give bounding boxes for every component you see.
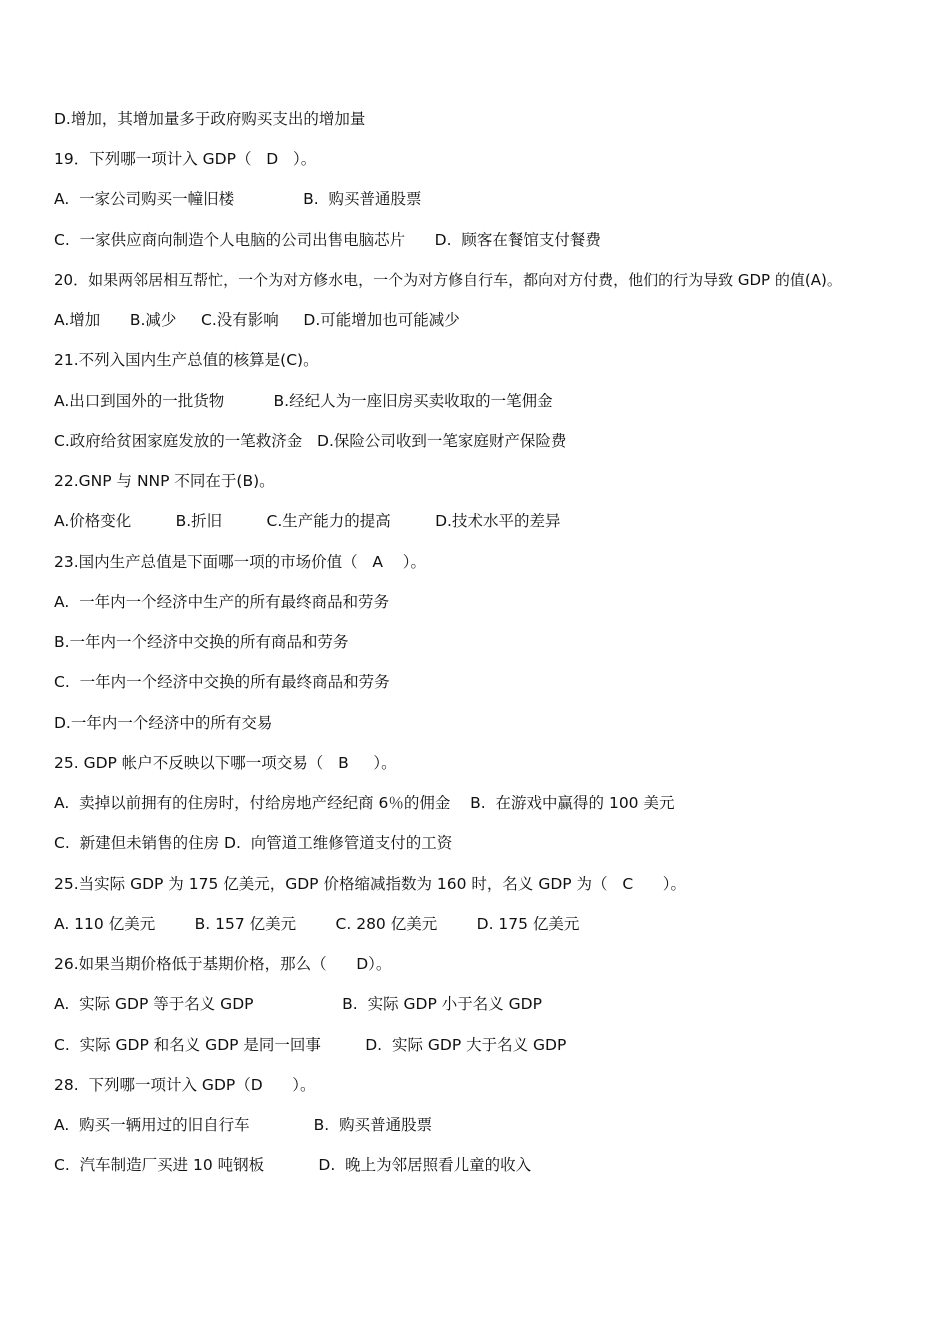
text-line: D.增加，其增加量多于政府购买支出的增加量 — [54, 110, 366, 128]
text-line: B.一年内一个经济中交换的所有商品和劳务 — [54, 633, 349, 651]
text-line: A. 一年内一个经济中生产的所有最终商品和劳务 — [54, 593, 390, 611]
question-20: 20．如果两邻居相互帮忙，一个为对方修水电，一个为对方修自行车，都向对方付费，他们的行为导致 GDP 的值(A)。 — [54, 271, 842, 289]
text-line: C. 汽车制造厂买进 10 吨钢板 D. 晚上为邻居照看儿童的收入 — [54, 1156, 532, 1174]
question-22: 22.GNP 与 NNP 不同在于(B)。 — [54, 472, 275, 490]
text-line: A.价格变化 B.折旧 C.生产能力的提高 D.技术水平的差异 — [54, 512, 561, 530]
text-line: C. 一家供应商向制造个人电脑的公司出售电脑芯片 D. 顾客在餐馆支付餐费 — [54, 231, 601, 249]
text-line: A. 卖掉以前拥有的住房时，付给房地产经纪商 6％的佣金 B. 在游戏中赢得的 100 美元 — [54, 794, 675, 812]
text-line: A. 110 亿美元 B. 157 亿美元 C. 280 亿美元 D. 175 亿美元 — [54, 915, 580, 933]
question-21: 21.不列入国内生产总值的核算是(C)。 — [54, 351, 319, 369]
text-line: C. 一年内一个经济中交换的所有最终商品和劳务 — [54, 673, 390, 691]
text-line: C.政府给贫困家庭发放的一笔救济金 D.保险公司收到一笔家庭财产保险费 — [54, 432, 567, 450]
text-line: A. 购买一辆用过的旧自行车 B. 购买普通股票 — [54, 1116, 433, 1134]
question-25a: 25. GDP 帐户不反映以下哪一项交易（ B ）。 — [54, 754, 397, 772]
question-28: 28. 下列哪一项计入 GDP（D ）。 — [54, 1076, 316, 1094]
question-23: 23.国内生产总值是下面哪一项的市场价值（ A ）。 — [54, 553, 426, 571]
text-line: A. 实际 GDP 等于名义 GDP B. 实际 GDP 小于名义 GDP — [54, 995, 542, 1013]
text-line: C. 实际 GDP 和名义 GDP 是同一回事 D. 实际 GDP 大于名义 GDP — [54, 1036, 567, 1054]
question-26: 26.如果当期价格低于基期价格，那么（ D）。 — [54, 955, 392, 973]
text-line: A.出口到国外的一批货物 B.经纪人为一座旧房买卖收取的一笔佣金 — [54, 392, 553, 410]
text-line: A.增加 B.减少 C.没有影响 D.可能增加也可能减少 — [54, 311, 460, 329]
text-line: A. 一家公司购买一幢旧楼 B. 购买普通股票 — [54, 190, 422, 208]
question-19: 19．下列哪一项计入 GDP（ D ）。 — [54, 150, 317, 168]
text-line: D.一年内一个经济中的所有交易 — [54, 714, 273, 732]
text-line: C. 新建但未销售的住房 D. 向管道工维修管道支付的工资 — [54, 834, 453, 852]
question-25b: 25.当实际 GDP 为 175 亿美元，GDP 价格缩减指数为 160 时，名义 GDP 为（ C ）。 — [54, 875, 686, 893]
